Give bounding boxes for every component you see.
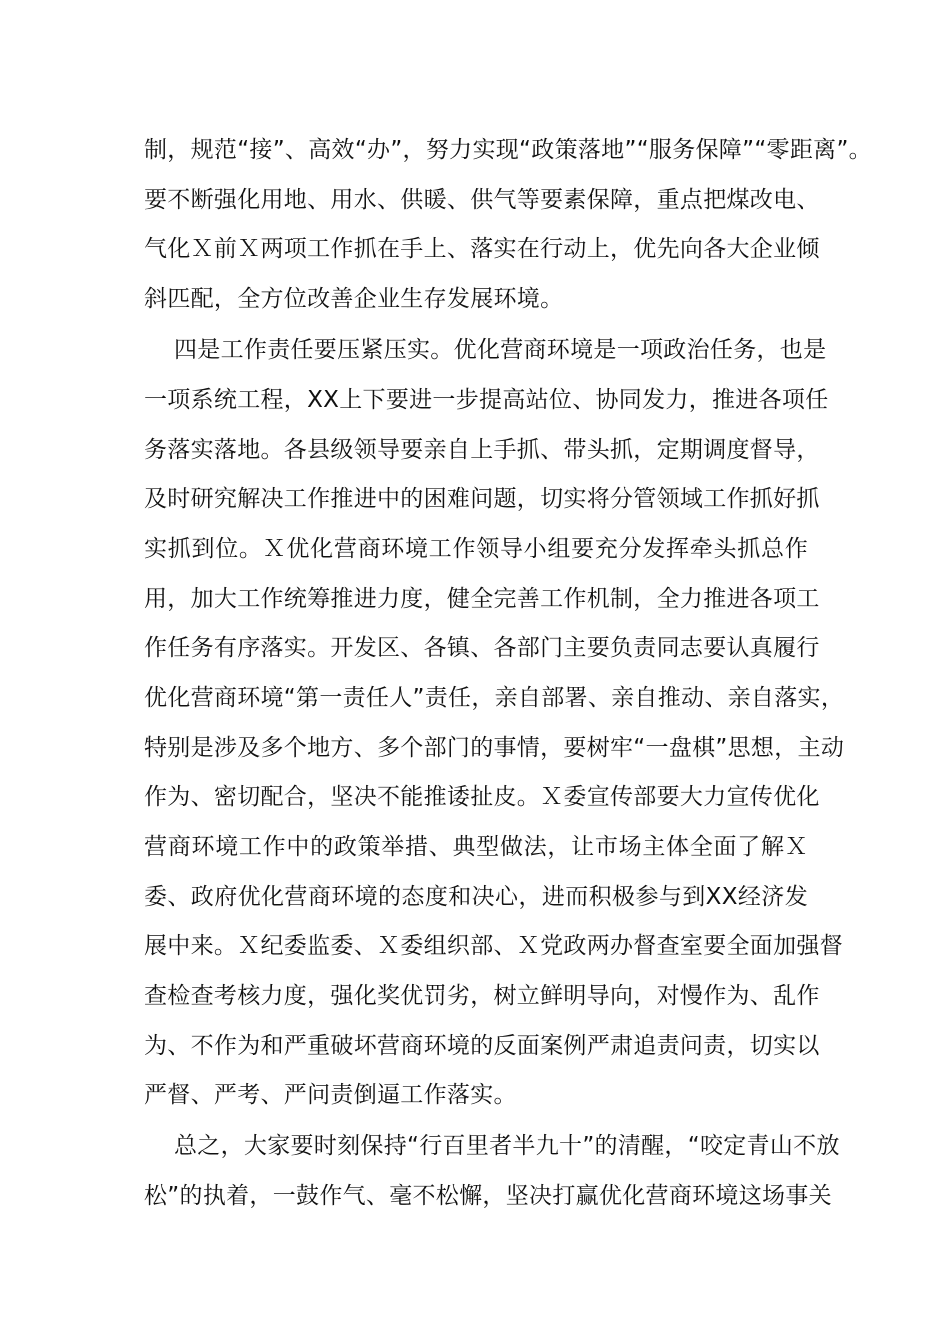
text-line: 用，加大工作统筹推进力度，健全完善工作机制，全力推进各项工 [144, 586, 820, 612]
text-line: 四是工作责任要压紧压实。优化营商环境是一项政治任务，也是 [174, 337, 827, 363]
text-line: 气化Ｘ前Ｘ两项工作抓在手上、落实在行动上，优先向各大企业倾 [144, 236, 820, 262]
text-line: 严督、严考、严问责倒逼工作落实。 [144, 1082, 517, 1108]
text-line: 作为、密切配合，坚决不能推诿扯皮。Ｘ委宣传部要大力宣传优化 [144, 784, 820, 810]
text-line: 斜匹配，全方位改善企业生存发展环境。 [144, 286, 564, 312]
text-line: 务落实落地。各县级领导要亲自上手抓、带头抓，定期调度督导， [144, 437, 820, 463]
text-line: 为、不作为和严重破坏营商环境的反面案例严肃追责问责，切实以 [144, 1033, 820, 1059]
text-line: 营商环境工作中的政策举措、典型做法，让市场主体全面了解Ｘ [144, 834, 808, 860]
text-line: 实抓到位。Ｘ优化营商环境工作领导小组要充分发挥牵头抓总作 [144, 536, 808, 562]
text-line: 及时研究解决工作推进中的困难问题，切实将分管领域工作抓好抓 [144, 486, 820, 512]
text-line: 特别是涉及多个地方、多个部门的事情，要树牢“一盘棋”思想，主动 [144, 735, 845, 761]
text-line: 制，规范“接”、高效“办”，努力实现“政策落地”“服务保障”“零距离”。 [144, 137, 872, 163]
text-line: 总之，大家要时刻保持“行百里者半九十”的清醒，“咬定青山不放 [174, 1133, 840, 1159]
text-line: 作任务有序落实。开发区、各镇、各部门主要负责同志要认真履行 [144, 635, 820, 661]
text-line: 一项系统工程，XX上下要进一步提高站位、协同发力，推进各项任 [144, 387, 829, 413]
text-line: 优化营商环境“第一责任人”责任，亲自部署、亲自推动、亲自落实， [144, 685, 845, 711]
text-line: 要不断强化用地、用水、供暖、供气等要素保障，重点把煤改电、 [144, 187, 820, 213]
text-line: 查检查考核力度，强化奖优罚劣，树立鲜明导向，对慢作为、乱作 [144, 983, 820, 1009]
text-line: 展中来。Ｘ纪委监委、Ｘ委组织部、Ｘ党政两办督查室要全面加强督 [144, 933, 843, 959]
text-line: 松”的执着，一鼓作气、毫不松懈，坚决打赢优化营商环境这场事关 [144, 1183, 832, 1209]
text-line: 委、政府优化营商环境的态度和决心，进而积极参与到XX经济发 [144, 884, 808, 910]
